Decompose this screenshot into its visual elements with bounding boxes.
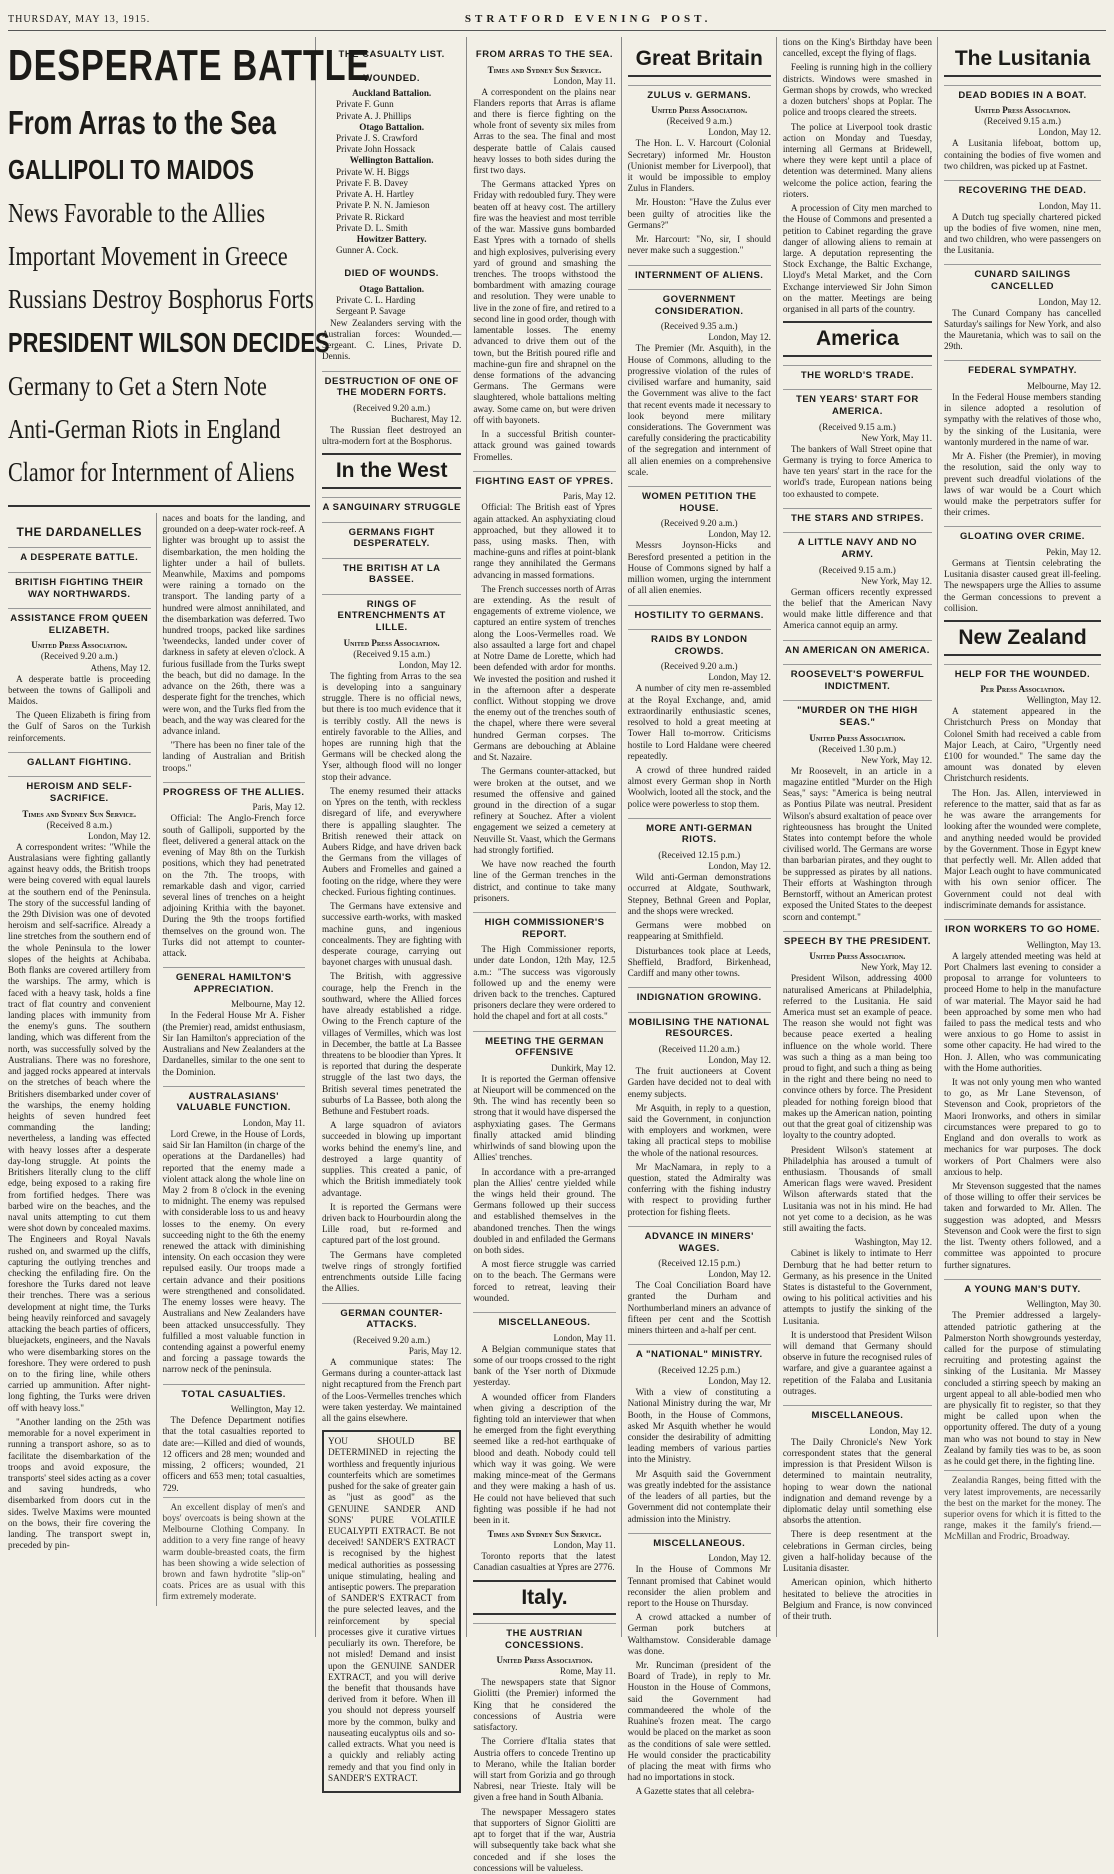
- dateline: London, May 12.: [708, 332, 771, 343]
- article-paragraph: The Premier (Mr. Asquith), in the House of Commons, alluding to the progressive violation of the rules of civilised warfare and humanity, said the Government was alive to the fact that recent events made it necessary to look beyond mere military considerations. The Government was carefully considering the practicability of the segregation and internment of all alien enemies on a comprehensive scale.: [627, 343, 771, 477]
- agency-line: United Press Association.: [496, 1655, 593, 1666]
- section-heading: A "NATIONAL" MINISTRY.: [628, 1344, 771, 1361]
- dardanelles-column: [8, 513, 157, 1606]
- dateline: London, May 12.: [1038, 127, 1101, 138]
- section-heading: TOTAL CASUALTIES.: [163, 1384, 306, 1401]
- article-paragraph: It is reported the German offensive at Nieuport will be commenced on the 9th. The wind has recently been so strong that it would have dispersed the asphyxiating gases. The Germans finally attacked amid blinding whirlwinds of sand blowing upon the Allies' trenches.: [473, 1073, 616, 1163]
- article-paragraph: The Coal Conciliation Board have granted the Durham and Northumberland miners an advance of fifteen per cent and the Scottish miners thirteen and a-half per cent.: [627, 1280, 771, 1336]
- section-heading: DIED OF WOUNDS.: [344, 268, 439, 280]
- casualty-name: Private J. S. Crawford: [336, 133, 418, 144]
- article-paragraph: "Another landing on the 25th was memorable for a novel experiment in running a transport ashore, so as to facilitate the disembarkation of the troops and avoid exposure, the transports' steel sides acting as a cover and saving hundreds, who disembarked from doors cut in the sides. Twelve Maxims were mounted on the bows, their fire covering the landing. The transport swept in, preceded by pin-: [8, 1416, 151, 1551]
- received-line: (Received 9.20 a.m.): [353, 1334, 431, 1345]
- article-paragraph: President Wilson's statement at Philadelphia has aroused a tumult of enthusiasm. Thousands of small American flags were waved. President Wilson afterwards stated that the Lusitania was not in his mind. He had not yet come to a decision, as he was still awaiting the facts.: [782, 1144, 932, 1234]
- section-heading: PROGRESS OF THE ALLIES.: [163, 782, 306, 799]
- received-line: (Received 11.20 a.m.): [658, 1043, 740, 1054]
- article-paragraph: It is reported the Germans were driven back to Hourbourdin along the Lille road, but re-formed and captured part of the lost ground.: [322, 1201, 462, 1246]
- dateline: London, May 11.: [553, 75, 616, 86]
- article-paragraph: A number of city men re-assembled at the Royal Exchange, and, amid extraordinarily enthusiastic scenes, resolved to hold a great meeting at Tower Hall to-morrow. Criticisms hostile to Lord Haldane were cheered repeatedly.: [627, 683, 771, 761]
- article-paragraph: The Germans counter-attacked, but were broken at the outset, and we resumed the offensive and gained ground in the direction of a sugar refinery at Souchez. After a violent engagement we seized a cemetery at Neuville St. Vaast, which the Germans had strongly fortified.: [473, 766, 616, 855]
- section-heading: INDIGNATION GROWING.: [628, 987, 771, 1004]
- article-paragraph: The French successes north of Arras are extending. As the result of engagements of extreme violence, we captured an entire system of trenches along the Loos-Vermelles road. We also assaulted a large fort and chapel at Notre Dame de Lorette, which had been defended with ardor for months. We invested the position and rushed it in the afternoon after a desperate conflict. Without stopping we drove the enemy out of the trenches south of the chapel, where there were several hundred German corpses. The Germans are debouching at Ablaine and St. Nazaire.: [473, 583, 616, 763]
- article-paragraph: With a view of constituting a National Ministry during the war, Mr Booth, in the House of Commons, asked Mr Asquith whether he would consider the desirability of admitting leading members of various parties into the Ministry.: [627, 1387, 771, 1465]
- agency-line: United Press Association.: [343, 637, 440, 648]
- casualty-name: Gunner A. Cock.: [336, 245, 399, 256]
- article-paragraph: A statement appeared in the Christchurch Press on Monday that Colonel Smith had received a cable from Major Leach, at Cairo, "Urgently need £100 for wounded." The same day the amount was donated by eleven Christchurch residents.: [944, 706, 1101, 784]
- section-heading: TEN YEARS' START FOR AMERICA.: [783, 389, 932, 417]
- casualty-column: [322, 37, 467, 1783]
- section-heading: DEAD BODIES IN A BOAT.: [944, 85, 1101, 102]
- casualty-name: Private W. H. Biggs: [336, 166, 410, 177]
- arras-column: [473, 37, 621, 1873]
- dateline: London, May 11.: [1038, 200, 1101, 211]
- article-paragraph: A Dutch tug specially chartered picked up the bodies of five women, nine men, and two children, who were passengers on the Lusitania.: [944, 211, 1101, 256]
- section-heading: THE WORLD'S TRADE.: [783, 365, 932, 382]
- article-paragraph: naces and boats for the landing, and grounded on a deep-water rock-reef. A lighter was brought up to assist the disembarkation, the men holding the lighter under a hail of bullets. Meanwhile, Maxims and pompoms were raining a tornado on the transport. The landing party of a hundred were almost annihilated, and the disembarkation was deferred. Two hundred troops, packed like sardines 'tweendecks, landed under cover of darkness in safety at eleven o'clock. A furious fusillade from the Turks swept the beach, but did no damage. In the advance on the 26th, there was a desperate fight for the trenches, which were won, and the Turks fled from the beach, and the way was cleared for the advance inland.: [162, 512, 305, 737]
- article-paragraph: Mr Stevenson suggested that the names of those willing to offer their services be taken and forwarded to Mr. Allen. The suggestion was adopted, and Messrs Stevenson and Cook were the first to sign the list. Twenty others followed, and a committee was appointed to procure further signatures.: [944, 1181, 1101, 1270]
- article-paragraph: In a successful British counter-attack ground was gained towards Fromelles.: [473, 429, 616, 462]
- article-paragraph: The Russian fleet destroyed an ultra-modern fort at the Bosphorus.: [322, 424, 462, 447]
- article-paragraph: We have now reached the fourth line of the German trenches in the district, and continue to take many prisoners.: [473, 859, 616, 903]
- article-paragraph: A desperate battle is proceeding between the towns of Gallipoli and Maidos.: [8, 673, 151, 706]
- article-paragraph: The fruit auctioneers at Covent Garden have decided not to deal with enemy subjects.: [627, 1066, 771, 1099]
- section-heading: THE CASUALTY LIST.: [338, 49, 445, 60]
- article-paragraph: Mr A. Fisher (the Premier), in moving the resolution, said the only way to prevent such dreadful violations of the laws of war would be a Court which would make the perpetrators suffer for their crimes.: [944, 451, 1101, 518]
- paper-name: STRATFORD EVENING POST.: [464, 13, 712, 25]
- section-heading: INTERNMENT OF ALIENS.: [628, 265, 771, 282]
- article-paragraph: Mr. Runciman (president of the Board of Trade), in reply to Mr. Houston in the House of Commons, said the Government had commandeered the whole of the Ruahine's frozen meat. The cargo would be placed on the market as soon as the conditions of sale were settled. He would consider the practicability of placing the meat with firms who had no importations in stock.: [627, 1660, 771, 1783]
- page-columns: [8, 37, 1106, 1873]
- article-paragraph: Mr Roosevelt, in an article in a magazine entitled "Murder on the High Seas," says: "America is being neutral as Pontius Pilate was neutral. President Wilson's absurd exaltation of peace over righteousness has brought the United States into contempt before the whole civilised world. The Germans are worse than barbarian pirates, and they ought to be suppressed as pirates by all nations. Their efforts at Washington through Bernstorff, without an American protest exposed the United States to the deepest scorn and contempt.": [782, 765, 932, 922]
- dateline: London, May 12.: [708, 1553, 771, 1564]
- article-paragraph: In accordance with a pre-arranged plan the Allies' centre yielded while the wings held their ground. The Germans followed up their success and established themselves in the abandoned trenches. Then the wings doubled in and enfiladed the Germans on both sides.: [473, 1166, 616, 1256]
- dardanelles-continued-column: [163, 513, 311, 1606]
- dateline: London, May 12.: [708, 861, 771, 872]
- section-heading: RAIDS BY LONDON CROWDS.: [628, 629, 771, 657]
- agency-line: Times and Sydney Sun Service.: [22, 808, 137, 819]
- article-paragraph: A Gazette states that all celebra-: [635, 1786, 755, 1797]
- article-paragraph: The Corriere d'Italia states that Austria offers to concede Trentino up to Merano, while the Italian border will start from Gorizia and go through Nabresi, near Trieste. Italy will be given a free hand in South Albania.: [473, 1736, 616, 1803]
- dateline: London, May 12.: [708, 127, 771, 138]
- section-heading: ADVANCE IN MINERS' WAGES.: [628, 1226, 771, 1254]
- section-heading: A SANGUINARY STRUGGLE: [322, 497, 461, 514]
- article-paragraph: Mr MacNamara, in reply to a question, stated the Admiralty was conferring with the fishing industry with respect to providing further protection for fishing fleets.: [627, 1161, 771, 1217]
- lead-subcolumns: [8, 513, 310, 1606]
- unit-heading: Howitzer Battery.: [356, 234, 427, 244]
- section-heading: WOUNDED.: [363, 72, 421, 84]
- dateline: Wellington, May 30.: [1026, 1299, 1101, 1310]
- issue-date: THURSDAY, MAY 13, 1915.: [8, 13, 151, 25]
- article-paragraph: German officers recently expressed the belief that the American Navy would make little difference and that America cannot equip an army.: [782, 586, 932, 631]
- article-paragraph: The bankers of Wall Street opine that Germany is trying to force America to have ten years' start in the race for the world's trade, European nations being too exhausted to compete.: [782, 443, 932, 499]
- received-line: (Received 12.25 p.m.): [658, 1364, 741, 1375]
- article-paragraph: In the Federal House Mr A. Fisher (the Premier) read, amidst enthusiasm, Sir Ian Hamilton's appreciation of the Australians and New Zealanders at the Dardanelles, similar to the one sent to the Dominion.: [162, 1010, 305, 1077]
- received-line: (Received 9.35 a.m.): [660, 321, 738, 332]
- dateline: London, May 12.: [869, 1425, 932, 1436]
- article-paragraph: The Germans have extensive and successive earth-works, with masked machine guns, and ingenious concealments. They are fighting with desperate courage, carrying out bayonet charges with unusual dash.: [322, 901, 462, 968]
- section-heading: FIGHTING EAST OF YPRES.: [473, 471, 615, 488]
- section-banner-great-britain: Great Britain: [628, 43, 771, 77]
- casualty-name: Private John Hossack: [336, 144, 416, 155]
- article-paragraph: A crowd attacked a number of German pork butchers at Walthamstow. Considerable damage was done.: [627, 1612, 771, 1656]
- article-paragraph: A largely attended meeting was held at Port Chalmers last evening to consider a proposal to arrange for volunteers to proceed Home to help in the manufacture of war material. The Mayor said he had been approached by some men who had failed to pass the medical tests and who were anxious to go Home to assist in some other capacity. He had wired to the Hon. J. Allen, who was communicating with the Home authorities.: [944, 950, 1101, 1073]
- article-paragraph: The British, with aggressive courage, help the French in the southward, where the Allied forces have already established a ridge. Owing to the French capture of the villages of Vermilles, which was lost in December, the battle at La Bassee threatens to be bloodier than Ypres. It is reported that during the desperate struggle of the last two days, the British several times penetrated the suburbs of La Bassee, both along the Bethune and Festubert roads.: [322, 971, 462, 1117]
- section-heading: HOSTILITY TO GERMANS.: [628, 605, 771, 622]
- article-paragraph: Mr Asquith said the Government was greatly indebted for the assistance of the leaders of all parties, but the Government did not contemplate their admission into the Ministry.: [627, 1468, 771, 1524]
- section-heading: MORE ANTI-GERMAN RIOTS.: [628, 818, 771, 846]
- article-paragraph: New Zealanders serving with the Australian forces: Wounded.—Sergeant. C. Lines, Private D. Dennis.: [322, 317, 462, 362]
- dateline: London, May 12.: [708, 1376, 771, 1387]
- agency-line: United Press Association.: [31, 640, 128, 651]
- article-paragraph: Mr. Harcourt: "No, sir, I should never make such a suggestion.": [627, 234, 771, 256]
- unit-heading: Auckland Battalion.: [352, 88, 432, 99]
- dateline: Rome, May 11.: [559, 1666, 616, 1677]
- article-paragraph: Official: The British east of Ypres again attacked. An asphyxiating cloud approached, but they allowed it to pass, using masks. Then, with machine-guns and rifles at point-blank range they annihilated the Germans advancing in massed formations.: [473, 502, 616, 580]
- dateline: London, May 12.: [708, 529, 771, 540]
- article-paragraph: A procession of City men marched to the House of Commons and presented a petition to Cabinet regarding the grave danger of allowing aliens to remain at large. A deputation representing the Stock Exchange, the Baltic Exchange, Lloyd's Metal Market, and the Corn Exchange interviewed Sir John Simon on the matter. Meetings are being organised in all parts of the country.: [782, 203, 932, 315]
- section-heading: A DESPERATE BATTLE.: [8, 547, 151, 564]
- advertisement-clothing: An excellent display of men's and boys' overcoats is being shown at the Melbourne Clothing Company. In addition to a very fine range of heavy warm double-breasted coats, the firm has been showing a wide selection of brown and fawn hydrotite "slip-on" coats. Prices are as usual with this firm extremely moderate.: [163, 1497, 306, 1603]
- section-heading: THE STARS AND STRIPES.: [783, 508, 932, 525]
- dateline: London, May 12.: [708, 672, 771, 683]
- dateline: Melbourne, May 12.: [231, 999, 305, 1010]
- headline-gallipoli: GALLIPOLI TO MAIDOS: [8, 153, 254, 185]
- agency-line: Times and Sydney Sun Service.: [487, 64, 602, 75]
- section-heading: ROOSEVELT'S POWERFUL INDICTMENT.: [783, 664, 932, 692]
- article-paragraph: The newspapers state that Signor Giolitti (the Premier) informed the King that he considered the concessions of Austria were satisfactory.: [473, 1677, 616, 1733]
- article-paragraph: President Wilson, addressing 4000 naturalised Americans at Philadelphia, referred to the Lusitania. He said America must set an example of peace. The reason she would not fight was because peace exerted a healing influence on the whole world. There was such a thing as a man being too proud to fight, and such a thing as being in the right and there being no need to convince others by force. The President pleaded for nothing foreign blood that makes up the American nation, pointing out that the great goal of citizenship was loyalty to the country adopted.: [782, 973, 932, 1141]
- agency-line: Times and Sydney Sun Service.: [487, 1529, 602, 1540]
- article-paragraph: The Hon. Jas. Allen, interviewed in reference to the matter, said that as far as he was aware the arrangements for looking after the wounded were complete, and anything needed would be provided by the Government. Those in Egypt knew that perfectly well. Mr. Allen added that Major Leach ought to have communicated with his own senior officer. The Government could not deal with indiscriminate demands for assistance.: [944, 787, 1101, 910]
- headline-president-wilson: PRESIDENT WILSON DECIDES: [8, 326, 330, 358]
- headline-desperate-battle: DESPERATE BATTLE: [8, 41, 371, 90]
- article-paragraph: A Lusitania lifeboat, bottom up, containing the bodies of five women and two children, was picked up at Fastnet.: [944, 138, 1101, 171]
- casualty-name: Private A. H. Hartley: [336, 189, 414, 200]
- section-heading: GERMANS FIGHT DESPERATELY.: [322, 522, 461, 550]
- article-paragraph: The Defence Department notifies that the total casualties reported to date are:—Killed and died of wounds, 12 officers and 28 men; wounded and missing, 2 officers; wounded, 21 officers and 653 men; total casualties, 729.: [162, 1415, 305, 1493]
- unit-heading: Otago Battalion.: [359, 284, 425, 295]
- section-heading: A YOUNG MAN'S DUTY.: [944, 1279, 1101, 1296]
- headline-arras-to-sea: From Arras to the Sea: [8, 103, 276, 141]
- masthead: [8, 8, 1106, 31]
- article-paragraph: American opinion, which hitherto hesitated to believe the atrocities in Belgium and France, is now convinced of their truth.: [782, 1577, 932, 1621]
- section-heading: WOMEN PETITION THE HOUSE.: [628, 486, 771, 514]
- casualty-name: Private A. J. Phillips: [336, 110, 412, 121]
- article-paragraph: The police at Liverpool took drastic action on Monday and Tuesday, interning all Germans at Bridewell, where they were kept until a place of detention was determined. Many aliens welcome the police action, fearing the rioters.: [782, 121, 932, 199]
- advertisement-sander-extract: [322, 1430, 461, 1793]
- received-line: (Received 9.15 a.m.): [353, 648, 431, 659]
- dateline: Paris, May 12.: [252, 802, 305, 813]
- section-heading: BRITISH FIGHTING THEIR WAY NORTHWARDS.: [8, 572, 151, 600]
- article-paragraph: Messrs Joynson-Hicks and Beresford presented a petition in the House of Commons signed by half a million women, urging the internment of all alien enemies.: [627, 540, 771, 596]
- agency-line: United Press Association.: [809, 951, 906, 962]
- section-heading: HEROISM AND SELF-SACRIFICE.: [8, 776, 151, 804]
- section-heading: "MURDER ON THE HIGH SEAS.": [783, 700, 932, 728]
- article-paragraph: The Hon. L. V. Harcourt (Colonial Secretary) informed Mr. Houston (Unionist member for Liverpool), that it would be impossible to employ Zulus in Flanders.: [627, 138, 771, 194]
- section-heading: A LITTLE NAVY AND NO ARMY.: [783, 532, 932, 560]
- article-paragraph: A wounded officer from Flanders when giving a description of the fighting told an interviewer that when he emerged from the fight everything seemed like a red-hot earthquake of blood and death. Nobody could tell which way it was going. We were making mince-meat of the Germans and they were making a hash of us. He could not have believed that such fighting was possible if he had not been in it.: [473, 1391, 616, 1525]
- article-paragraph: Official: The Anglo-French force south of Gallipoli, supported by the fleet, delivered a general attack on the evening of May 8th on the Turkish positions, which they had penetrated on the 7th. The troops, with remarkable dash and vigor, carried several lines of trenches on a height adjoining Krithia with the bayonet. During the 9th the troops fortified themselves on the ground won. The Turks did not attempt to counter-attack.: [162, 813, 305, 959]
- section-heading: MOBILISING THE NATIONAL RESOURCES.: [628, 1012, 771, 1040]
- casualty-name: Private C. L. Harding: [336, 295, 416, 306]
- advertisement-text: YOU SHOULD BE DETERMINED in rejecting the worthless and frequently injurious counterfeits which are sometimes pushed for the sake of greater gain as "just as good" as the GENUINE SANDER AND SONS' PURE VOLATILE EUCALYPTI EXTRACT. Be not deceived! SANDER'S EXTRACT is recognised by the highest medical authorities as possessing unique stimulating, healing and antiseptic powers. The preparation of SANDER'S EXTRACT from the pure selected leaves, and the reinforcement by special processes give it curative virtues peculiarly its own. Therefore, be not misled! Demand and insist upon the GENUINE SANDER EXTRACT, and you will derive the benefit that thousands have derived from it before. When ill you should not depress yourself more by the common, bulky and nauseating eucalyptus oils and so-called extracts. What you need is a quickly and reliably acting remedy and that you find only in SANDER'S EXTRACT.: [328, 1436, 456, 1783]
- dateline: London, May 12.: [1038, 296, 1101, 307]
- article-paragraph: A communique states: The Germans during a counter-attack last night recaptured from the French part of the Loos-Vermelles trenches which were taken yesterday. We maintained all the gains elsewhere.: [322, 1356, 462, 1423]
- article-paragraph: The Queen Elizabeth is firing from the Gulf of Saros on the Turkish reinforcements.: [8, 710, 151, 743]
- dateline: London, May 11.: [553, 1540, 616, 1551]
- dateline: Paris, May 12.: [563, 491, 616, 502]
- section-heading: HIGH COMMISSIONER'S REPORT.: [473, 912, 615, 940]
- unit-heading: Otago Battalion.: [359, 121, 425, 132]
- article-paragraph: Lord Crewe, in the House of Lords, said Sir Ian Hamilton (in charge of the operations at the Dardanelles) had reported that the enemy made a violent attack along the whole line on May 2 from 8 o'clock in the evening to midnight. The enemy was repulsed with considerable loss to us and heavy losses to the enemy. On every succeeding night to the 6th the enemy renewed the attack with diminishing intensity. On each occasion they were repulsed easily. Our troops made a certain advance and their positions were strengthened and consolidated. The enemy losses were heavy. The Australians and New Zealanders have been attacked unsuccessfully. They fulfilled a most valuable function in contending against a powerful enemy and forcing a passage towards the narrow neck of the peninsula.: [162, 1128, 305, 1375]
- agency-line: Per Press Association.: [980, 684, 1065, 695]
- casualty-name: Private F. Gunn: [336, 99, 394, 110]
- dateline: Paris, May 12.: [408, 1345, 462, 1356]
- article-paragraph: The Cunard Company has cancelled Saturday's sailings for New York, and also the Mauretania, which was to sail on the 29th.: [944, 307, 1101, 352]
- section-heading: GOVERNMENT CONSIDERATION.: [628, 289, 771, 317]
- section-heading: FEDERAL SYMPATHY.: [944, 360, 1101, 377]
- received-line: (Received 9.20 a.m.): [353, 402, 431, 413]
- article-paragraph: A correspondent writes: "While the Australasians were fighting gallantly against heavy odds, the British troops were being covered with equal laurels at the southern end of the Peninsula. The story of the successful landing of the 29th Division was one of devoted heroism and self-sacrifice. Already a line stretches from the southern end of the whole Peninsula to the lower slopes of the heights at Achibaba. Both flanks are covered artillery from the warships. The army, which is faced with a heavy task, holds a fine tract of flat country and convenient landing places with immunity from the enemy's guns. The southern landing, which was different from the north, was successfully solved by the Australians. There was no foreshore, and jagged rocks appeared at intervals on the stretches of beach where the Britishers disembarked under cover of the warships, the enemy holding heights of seven hundred feet commanding the landing; nevertheless, a landing was effected with heavy losses after a desperate day-long struggle. At points the Britishers literally clung to the cliff edge, being exposed to a raking fire from fortified hedges. There was barbed wire on the beaches, and the naval units attempting to cut them were shot down by concealed maxims. The Engineers and Royal Navals rushed on, and swarmed up the cliffs, capturing the outlying trenches and checking the enfilading fire. On the foreshore the Turks dared not leave their trenches. There was a serious development at night time, the Turks being heavily reinforced and savagely attacking the beach parties of officers, bluejackets, engineers, and the Navals who were disembarking stores on the foreshore. They were ordered to push on to the firing line, while others carried up ammunition. After night-long fighting, the Turks were driven off with heavy loss.": [8, 841, 151, 1413]
- received-line: (Received 9.15 a.m.): [819, 421, 896, 432]
- article-paragraph: Wild anti-German demonstrations occurred at Aldgate, Southwark, Stepney, Bethnal Green and Poplar, and the shops were wrecked.: [627, 872, 771, 916]
- section-heading: SPEECH BY THE PRESIDENT.: [783, 931, 932, 948]
- section-heading: MISCELLANEOUS.: [783, 1405, 932, 1422]
- casualty-name: Private P. N. N. Jamieson: [336, 200, 430, 211]
- article-paragraph: It is understood that President Wilson will demand that Germany should observe in future the recognised rules of warfare, and give a guarantee against a repetition of the Falaba and Lusitania outrages.: [782, 1329, 932, 1396]
- article-paragraph: The fighting from Arras to the sea is developing into a sanguinary struggle. There is no official news, but there is too much evidence that it is terribly costly. All the news is entirely favorable to the Allies, and hopes are running high that the Germans will be checked along the Yser, although flood will no longer stop their advance.: [322, 670, 462, 782]
- dateline: New York, May 12.: [860, 754, 932, 765]
- article-paragraph: The High Commissioner reports, under date London, 12th May, 12.5 a.m.: "The success was vigorously followed up and the enemy were driven back to the trenches. Captured prisoners declare they were ordered to hold the chapel and fort at all costs.": [473, 944, 616, 1022]
- article-paragraph: Germans were mobbed on reappearing at Smithfield.: [627, 920, 771, 942]
- section-heading: GENERAL HAMILTON'S APPRECIATION.: [163, 967, 306, 995]
- article-paragraph: Feeling is running high in the colliery districts. Windows were smashed in German shops by crowds, who wrecked a dozen butchers' shops at Poplar. The police and troops cleared the streets.: [782, 62, 932, 118]
- article-paragraph: A crowd of three hundred raided almost every German shop in North Woolwich, looted all the stock, and the police were powerless to stop them.: [627, 764, 771, 809]
- article-paragraph: The Germans attacked Ypres on Friday with redoubled fury. They were beaten off at heavy cost. The artillery fire was the heaviest and most terrible of the war. Massive guns bombarded East Ypres with a tornado of shells and high explosives, pulverising every yard of ground and smashing the trenches. The troops withstood the bombardment with amazing courage and resolution. They were unable to live in the zone of fire, and retired to a second line in good order, though with lamentable losses. The enemy advanced to drive them out of the town, but the British poured rifle and machine-gun fire and shrapnel on the dense formations of the advancing Germans. The Germans were slaughtered, whole battalions melting away. Some came on, but were driven off with bayonets.: [473, 179, 616, 425]
- unit-heading: Wellington Battalion.: [349, 155, 434, 166]
- headline-stern-note: Germany to Get a Stern Note: [8, 371, 267, 402]
- headline-greece: Important Movement in Greece: [8, 241, 288, 272]
- section-heading: GLOATING OVER CRIME.: [944, 526, 1101, 543]
- article-paragraph: Cabinet is likely to intimate to Herr Dernburg that he had better return to Germany, as his presence in the United States is distasteful to the Government, owing to his political activities and his attempts to justify the sinking of the Lusitania.: [782, 1248, 932, 1326]
- dateline: Washington, May 12.: [854, 1237, 932, 1248]
- received-line: (Received 1.30 p.m.): [818, 743, 897, 754]
- article-paragraph: A Belgian communique states that some of our troops crossed to the right bank of the Yser north of Dixmude yesterday.: [473, 1343, 616, 1388]
- article-paragraph: The enemy resumed their attacks on Ypres on the tenth, with reckless disregard of life, and everywhere there is appalling slaughter. The British renewed their attack on Aubers Ridge, and have driven back the Germans from the villages of Aubers and Fromelles and gained a footing on the ridge, where they were checked. Furious fighting continues.: [322, 785, 462, 897]
- section-heading: MEETING THE GERMAN OFFENSIVE: [473, 1031, 615, 1059]
- agency-line: United Press Association.: [809, 732, 906, 743]
- headline-internment: Clamor for Internment of Aliens: [8, 456, 295, 487]
- article-paragraph: tions on the King's Birthday have been cancelled, except the flying of flags.: [782, 37, 932, 59]
- dateline: London, May 11.: [553, 1332, 616, 1343]
- dateline: Bucharest, May 12.: [390, 413, 462, 424]
- section-heading: AUSTRALASIANS' VALUABLE FUNCTION.: [163, 1086, 306, 1114]
- section-heading: GALLANT FIGHTING.: [8, 752, 151, 769]
- agency-line: United Press Association.: [974, 105, 1071, 116]
- article-paragraph: It was not only young men who wanted to go, as Mr Lane Stevenson, of Stevenson and Cook, proprietors of the Maori Ironworks, and others in similar circumstances were prepared to go to England and don overalls to work as mechanics for war purposes. The dock workers of Port Chalmers were also anxious to help.: [944, 1077, 1101, 1177]
- article-paragraph: The Daily Chronicle's New York correspondent states that the general impression is that President Wilson is determined to maintain neutrality, hoping to wear down the national indignation and demand revenge by a diplomatic delay until something else absorbs the attention.: [782, 1436, 932, 1526]
- received-line: (Received 9.20 a.m.): [40, 651, 118, 662]
- section-heading: RINGS OF ENTRENCHMENTS AT LILLE.: [322, 594, 461, 634]
- great-britain-column: [627, 37, 777, 1797]
- dateline: New York, May 12.: [860, 575, 932, 586]
- section-banner-west: In the West: [322, 453, 461, 489]
- article-paragraph: In the House of Commons Mr Tennant promised that Cabinet would reconsider the alien problem and report to the House on Thursday.: [627, 1564, 771, 1608]
- article-paragraph: A correspondent on the plains near Flanders reports that Arras is aflame and there is fierce fighting on the whole front of seventy six miles from Arras to the sea. The final and most desperate battle of Calais caused heavy losses to both sides during the first two days.: [473, 86, 616, 176]
- received-line: (Received 12.15 p.m.): [658, 850, 741, 860]
- article-paragraph: The Germans have completed twelve rings of strongly fortified entrenchments outside Lille facing the Allies.: [322, 1249, 462, 1294]
- section-heading: FROM ARRAS TO THE SEA.: [475, 49, 614, 60]
- section-heading: IRON WORKERS TO GO HOME.: [944, 919, 1101, 936]
- casualty-name: Private D. L. Smith: [336, 222, 408, 233]
- section-heading: MISCELLANEOUS.: [628, 1533, 771, 1550]
- section-heading: DESTRUCTION OF ONE OF THE MODERN FORTS.: [322, 371, 461, 399]
- dateline: Melbourne, May 12.: [1027, 381, 1101, 391]
- received-line: (Received 9.20 a.m.): [660, 518, 738, 529]
- dateline: Wellington, May 12.: [230, 1404, 305, 1415]
- article-paragraph: Germans at Tientsin celebrating the Lusitania disaster caused great ill-feeling. The newspapers urge the Allies to assume the German concessions to prevent a collision.: [944, 557, 1101, 613]
- agency-line: United Press Association.: [651, 105, 748, 116]
- section-banner-italy: Italy.: [473, 1580, 615, 1616]
- article-paragraph: Toronto reports that the latest Canadian casualties at Ypres are 2776.: [473, 1551, 616, 1573]
- casualty-name: Private F. B. Davey: [336, 177, 408, 188]
- section-heading: ZULUS v. GERMANS.: [628, 85, 771, 102]
- dateline: London, May 12.: [708, 1269, 771, 1280]
- received-line: (Received 12.15 p.m.): [658, 1258, 741, 1269]
- received-line: (Received 9.20 a.m.): [660, 661, 738, 672]
- received-line: (Received 9 a.m.): [666, 116, 732, 127]
- dateline: Pekin, May 12.: [1046, 546, 1101, 557]
- headline-news-favorable: News Favorable to the Allies: [8, 198, 266, 229]
- dateline: New York, May 12.: [860, 962, 932, 973]
- advertisement-zealandia-ranges: Zealandia Ranges, being fitted with the very latest improvements, are necessarily the best on the market for the money. The superior ovens for which it is fitted to the range, makes it the family's friend.—McMillan and Frodric, Broadway.: [944, 1470, 1101, 1542]
- section-heading: MISCELLANEOUS.: [473, 1312, 615, 1329]
- article-paragraph: The Premier addressed a largely-attended patriotic gathering at the Palmerston North showgrounds yesterday, called for the purpose of stimulating recruiting and protesting against the sinking of the Lusitania. Mr Massey concluded a stirring speech by making an urgent appeal to all able-bodied men who are physically fit to register, so that they might be called upon when the opportunity offered. The duty of a young man who was not bound to stay in New Zealand by family ties was to be, as soon as he could get there, in the fighting line.: [944, 1310, 1101, 1467]
- article-paragraph: Disturbances took place at Leeds, Sheffield, Bradford, Birkenhead, Cardiff and many other towns.: [627, 945, 771, 978]
- dateline: Athens, May 12.: [90, 662, 151, 673]
- article-paragraph: The newspaper Messagero states that supporters of Signor Giolitti are apt to forget that if the war, Austria will subsequently take back what she conceded and if she loses the concessions will be valueless.: [473, 1806, 616, 1873]
- section-heading: ASSISTANCE FROM QUEEN ELIZABETH.: [8, 608, 151, 636]
- section-heading: THE BRITISH AT LA BASSEE.: [322, 558, 461, 586]
- section-banner-lusitania: The Lusitania: [944, 43, 1101, 77]
- section-heading: CUNARD SAILINGS CANCELLED: [944, 264, 1101, 292]
- headline-riots-england: Anti-German Riots in England: [8, 413, 281, 444]
- article-paragraph: "There has been no finer tale of the landing of Australian and British troops.": [162, 740, 305, 773]
- article-paragraph: Mr Asquith, in reply to a question, said the Government, in conjunction with employers and workmen, were taking all practical steps to mobilise the whole of the national resources.: [627, 1102, 771, 1158]
- received-line: (Received 9.15 a.m.): [819, 564, 896, 575]
- article-paragraph: Mr. Houston: "Have the Zulus ever been guilty of atrocities like the Germans?": [627, 197, 771, 230]
- dateline: London, May 12.: [708, 1055, 771, 1066]
- section-banner-america: America: [783, 321, 932, 357]
- dateline: London, May 11.: [242, 1117, 305, 1128]
- article-paragraph: There is deep resentment at the celebrations in German circles, being given a half-holiday because of the Lusitania disaster.: [782, 1529, 932, 1574]
- dateline: New York, May 11.: [861, 432, 932, 443]
- section-heading: HELP FOR THE WOUNDED.: [944, 664, 1101, 681]
- section-heading: THE AUSTRIAN CONCESSIONS.: [473, 1623, 615, 1651]
- section-heading: THE DARDANELLES: [16, 524, 142, 539]
- section-heading: AN AMERICAN ON AMERICA.: [783, 640, 932, 657]
- dateline: London, May 12.: [398, 659, 462, 670]
- dateline: Wellington, May 13.: [1026, 939, 1101, 950]
- section-heading: RECOVERING THE DEAD.: [944, 180, 1101, 197]
- casualty-name: Sergeant P. Savage: [336, 306, 406, 317]
- dateline: London, May 12.: [88, 830, 151, 841]
- section-banner-new-zealand: New Zealand: [944, 620, 1101, 656]
- article-paragraph: In the Federal House members standing in silence adopted a resolution of sympathy with the relatives of those who, by the sinking of the Lusitania, were wantonly murdered in the name of war.: [944, 391, 1101, 447]
- received-line: (Received 9.15 a.m.): [984, 116, 1061, 127]
- dateline: Wellington, May 12.: [1026, 695, 1101, 706]
- dateline: Dunkirk, May 12.: [551, 1062, 616, 1073]
- article-paragraph: A most fierce struggle was carried on to the beach. The Germans were forced to retreat, leaving their wounded.: [473, 1259, 616, 1303]
- casualty-name: Private R. Rickard: [336, 211, 405, 222]
- section-heading: GERMAN COUNTER-ATTACKS.: [322, 1303, 461, 1331]
- article-paragraph: A large squadron of aviators succeeded in blowing up important works behind the enemy's line, and destroyed a large quantity of supplies. This created a panic, of which the British immediately took advantage.: [322, 1120, 462, 1198]
- lusitania-column: [944, 37, 1106, 1637]
- america-column: [783, 37, 938, 1637]
- headline-bosphorus: Russians Destroy Bosphorus Forts: [8, 283, 314, 314]
- received-line: (Received 8 a.m.): [46, 819, 112, 830]
